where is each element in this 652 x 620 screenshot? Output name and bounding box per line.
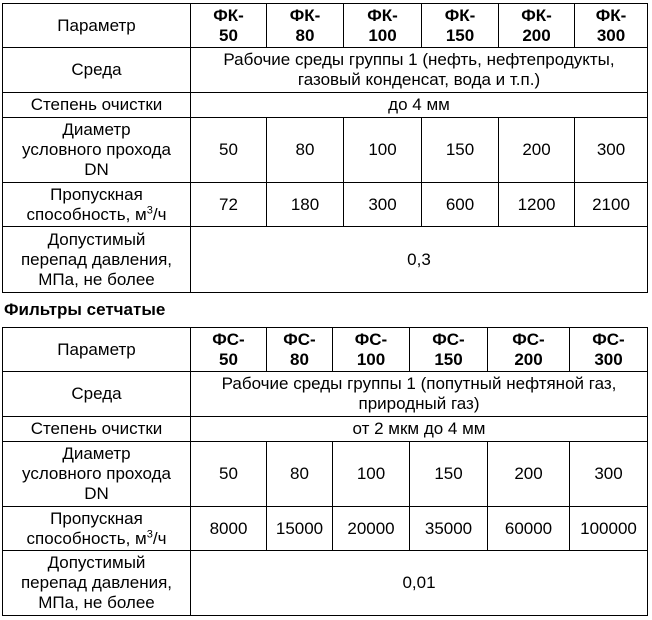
diameter-value: 80	[267, 118, 344, 183]
model-header-fk-300: ФК- 300	[575, 4, 648, 48]
diameter-value: 200	[499, 118, 575, 183]
filter-spec-table-fs	[2, 327, 648, 616]
diameter-value: 150	[422, 118, 499, 183]
capacity-value: 15000	[267, 507, 333, 551]
model-header-fs-50: ФС- 50	[191, 328, 267, 372]
model-header-fs-100: ФС- 100	[333, 328, 410, 372]
param-header: Параметр	[3, 328, 191, 372]
medium-label: Среда	[3, 372, 191, 417]
model-header-fs-150: ФС- 150	[410, 328, 488, 372]
capacity-value: 100000	[570, 507, 648, 551]
capacity-row	[3, 507, 648, 551]
param-header: Параметр	[3, 4, 191, 48]
capacity-value: 180	[267, 183, 344, 227]
medium-value	[191, 372, 648, 417]
diameter-value: 50	[191, 442, 267, 507]
model-header-fk-80: ФК- 80	[267, 4, 344, 48]
capacity-value: 2100	[575, 183, 648, 227]
pressure-label-text: Допустимый перепад давления, МПа, не более	[20, 229, 173, 289]
diameter-value: 300	[575, 118, 648, 183]
pressure-value: 0,01	[191, 551, 648, 616]
cleaning-label: Степень очистки	[3, 93, 191, 118]
capacity-value: 600	[422, 183, 499, 227]
diameter-value: 200	[488, 442, 570, 507]
model-header-fs-80: ФС- 80	[267, 328, 333, 372]
capacity-value: 35000	[410, 507, 488, 551]
capacity-label-text: Пропускная способность, м	[26, 184, 147, 224]
filter-spec-table-fk	[2, 3, 648, 293]
capacity-label-sup: 3	[146, 203, 153, 216]
pressure-label	[3, 227, 191, 293]
model-header-fk-100: ФК- 100	[344, 4, 422, 48]
capacity-value: 60000	[488, 507, 570, 551]
medium-value-text: Рабочие среды группы 1 (попутный нефтяной газ, природный газ)	[221, 374, 617, 413]
model-header-fs-300: ФС- 300	[570, 328, 648, 372]
diameter-value: 150	[410, 442, 488, 507]
medium-value: Рабочие среды группы 1 (нефть, нефтепродукты, газовый конденсат, вода и т.п.)	[191, 48, 648, 93]
diameter-value: 100	[333, 442, 410, 507]
medium-row	[3, 48, 648, 93]
capacity-label	[3, 507, 191, 551]
capacity-label-unit: /ч	[152, 204, 167, 224]
diameter-label-text: Диаметр условного прохода DN	[22, 444, 171, 503]
medium-row	[3, 372, 648, 417]
model-header-fk-150: ФК- 150	[422, 4, 499, 48]
diameter-value: 300	[570, 442, 648, 507]
model-header-fs-200: ФС- 200	[488, 328, 570, 372]
diameter-value: 100	[344, 118, 422, 183]
diameter-value: 50	[191, 118, 267, 183]
header-row	[3, 4, 648, 48]
model-header-fk-200: ФК- 200	[499, 4, 575, 48]
medium-label: Среда	[3, 48, 191, 93]
diameter-label	[3, 442, 191, 507]
cleaning-value: от 2 мкм до 4 мм	[191, 417, 648, 442]
pressure-label-text: Допустимый перепад давления, МПа, не более	[20, 553, 173, 612]
capacity-label-text: Пропускная способность, м	[26, 508, 147, 548]
diameter-label-text: Диаметр условного прохода DN	[22, 120, 171, 179]
pressure-label	[3, 551, 191, 616]
diameter-row	[3, 118, 648, 183]
pressure-row	[3, 551, 648, 616]
capacity-label-unit: /ч	[152, 528, 167, 548]
capacity-label	[3, 183, 191, 227]
capacity-row	[3, 183, 648, 227]
capacity-label-sup: 3	[146, 527, 153, 540]
capacity-value: 1200	[499, 183, 575, 227]
diameter-row	[3, 442, 648, 507]
section-title-mesh-filters: Фильтры сетчатые	[4, 300, 166, 319]
cleaning-label: Степень очистки	[3, 417, 191, 442]
capacity-value: 72	[191, 183, 267, 227]
model-header-fk-50: ФК- 50	[191, 4, 267, 48]
cleaning-row	[3, 417, 648, 442]
diameter-label	[3, 118, 191, 183]
capacity-value: 20000	[333, 507, 410, 551]
pressure-row	[3, 227, 648, 293]
cleaning-value: до 4 мм	[191, 93, 648, 118]
pressure-value: 0,3	[191, 227, 648, 293]
capacity-value: 300	[344, 183, 422, 227]
capacity-value: 8000	[191, 507, 267, 551]
diameter-value: 80	[267, 442, 333, 507]
header-row	[3, 328, 648, 372]
cleaning-row	[3, 93, 648, 118]
